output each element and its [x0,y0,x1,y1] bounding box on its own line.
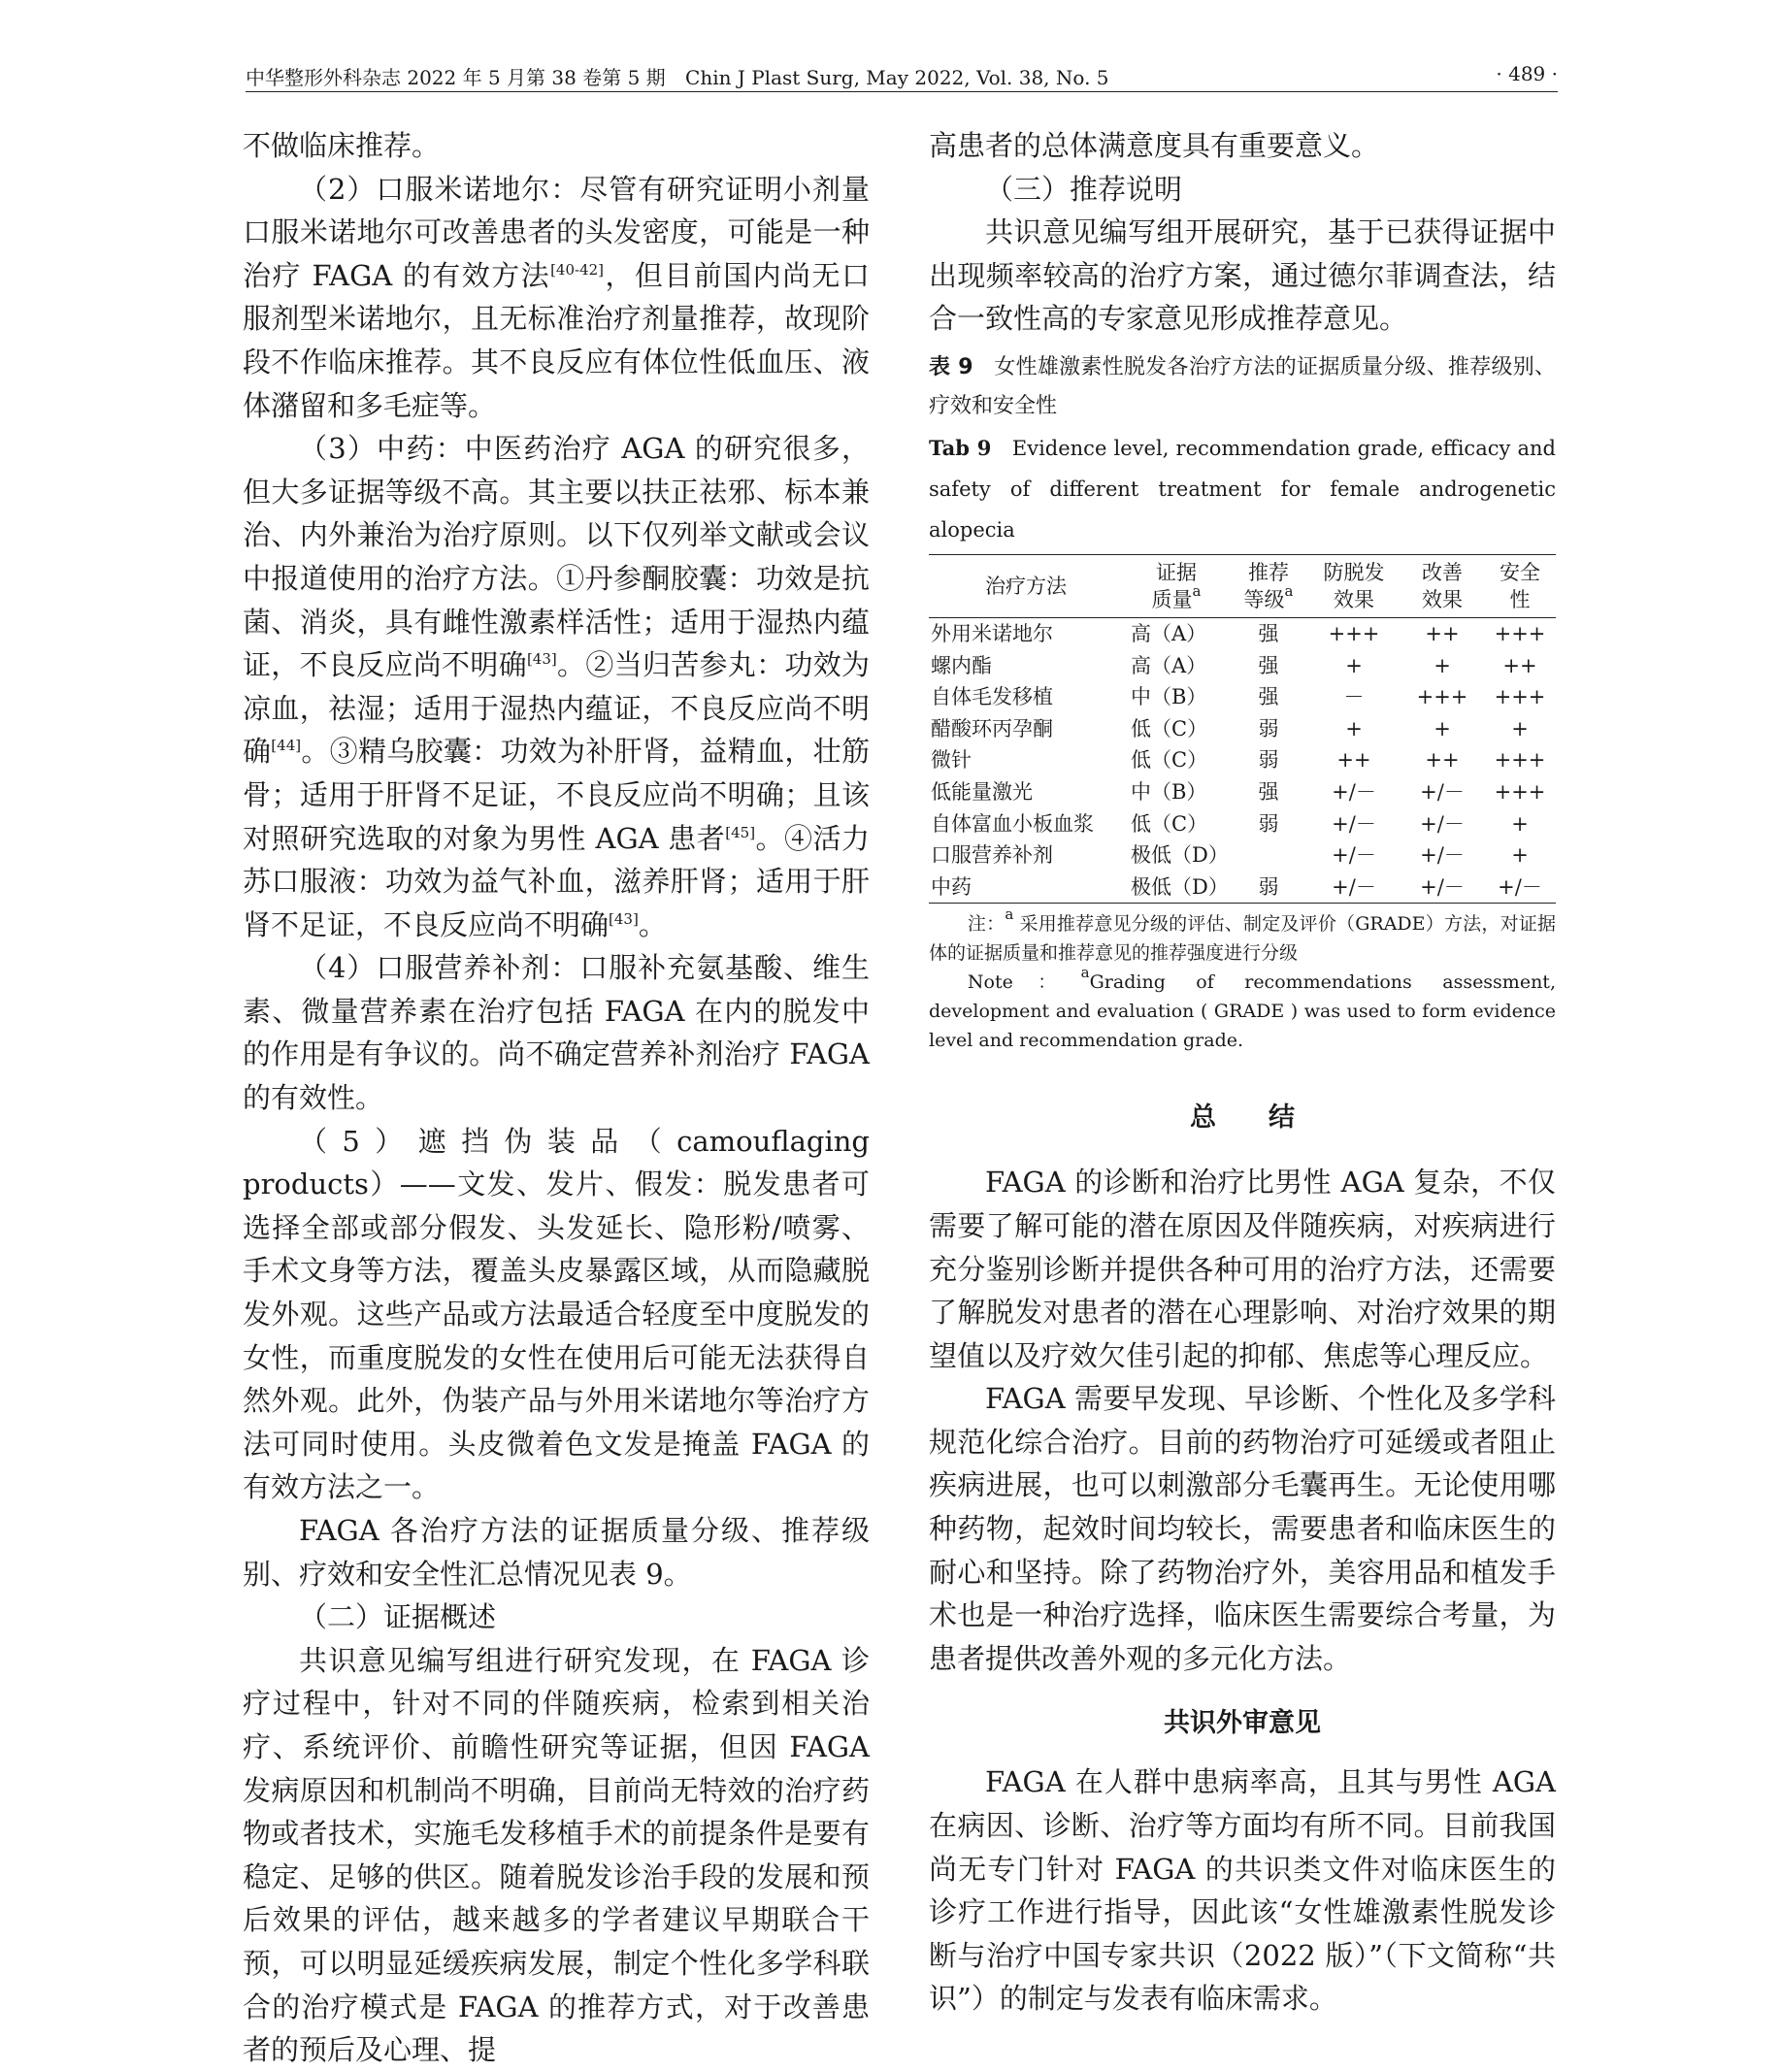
page-number: · 489 · [1496,62,1558,85]
header-method: 治疗方法 [985,574,1067,598]
cell-rec: 弱 [1258,874,1279,899]
cell-safety: +++ [1494,685,1546,709]
cell-anti: +/－ [1332,779,1376,804]
header-improvement: 改善 效果 [1422,560,1463,611]
cell-rec [1230,839,1307,872]
cell-quality: 高（A） [1131,653,1207,677]
cell-quality: 低（C） [1131,748,1208,773]
cell-quality: 中（B） [1131,685,1207,709]
paragraph-summary-2: FAGA 需要早发现、早诊断、个性化及多学科规范化综合治疗。目前的药物治疗可延缓或者阻止疾病进展，也可以刺激部分毛囊再生。无论使用哪种药物，起效时间均较长，需要患者和临床医生的耐心和坚持。除了药物治疗外，美容用品和植发手术也是一种治疗选择，临床医生需要综合考量，为患者提供改善外观的多元化方法。 [929,1382,1556,1675]
cell-rec: 弱 [1258,811,1279,836]
paragraph-recommendation: 共识意见编写组开展研究，基于已获得证据中出现频率较高的治疗方案，通过德尔菲调查法，结合一致性高的专家意见形成推荐意见。 [929,215,1556,336]
cell-anti: ++ [1336,748,1371,773]
cell-anti: +++ [1328,621,1380,645]
header-anti-loss: 防脱发 效果 [1323,560,1385,611]
table-row [929,650,1556,682]
table-note-en: Note：$^a$Grading of recommendations assessment, development and evaluation ( GRADE ) was used to form evidence level and recommendation grade. [929,964,1556,1052]
table-row [929,808,1556,840]
cell-quality: 高（A） [1131,621,1207,645]
cell-method: 自体富血小板血浆 [931,811,1094,836]
cell-quality: 极低（D） [1131,843,1229,868]
cell-quality: 极低（D） [1131,874,1229,899]
cell-safety: ++ [1502,653,1537,677]
cell-rec: 强 [1258,779,1279,804]
cell-improve: +/－ [1420,811,1465,836]
cell-method: 中药 [931,874,972,899]
citation: [45] [725,823,756,841]
cell-safety: + [1511,716,1529,740]
cell-improve: + [1434,716,1451,740]
table-row [929,776,1556,808]
cell-safety: +++ [1494,621,1546,645]
table-title-en: Tab 9 Evidence level, recommendation grade, efficacy and safety of different treatment for female androgenetic alopecia [929,435,1557,542]
cell-anti: + [1345,653,1363,677]
journal-name-en: Chin J Plast Surg, May 2022, Vol. 38, No. 5 [685,66,1109,89]
cell-improve: ++ [1425,621,1460,645]
cell-rec: 弱 [1258,716,1279,740]
cell-improve: +/－ [1420,874,1465,899]
cell-method: 螺内酯 [931,653,992,677]
table-note [929,905,1556,1055]
paragraph-nutrition: （4）口服营养补剂：口服补充氨基酸、维生素、微量营养素在治疗包括 FAGA 在内的脱发中的作用是有争议的。尚不确定营养补剂治疗 FAGA 的有效性。 [243,951,870,1115]
cell-safety: + [1511,811,1529,836]
paragraph-oral-minoxidil: （2）口服米诺地尔：尽管有研究证明小剂量口服米诺地尔可改善患者的头发密度，可能是一种治疗 FAGA 的有效方法[40-42]，但目前国内尚无口服剂型米诺地尔，且无标准治疗剂量推荐，故现阶段不作临床推荐。其不良反应有体位性低血压、液体潴留和多毛症等。 [243,172,870,422]
subheading-evidence: （二）证据概述 [299,1600,497,1634]
paragraph-external-review: FAGA 在人群中患病率高，且其与男性 AGA 在病因、诊断、治疗等方面均有所不同。目前我国尚无专门针对 FAGA 的共识类文件对临床医生的诊疗工作进行指导，因此该“女性雄激素性脱发诊断与治疗中国专家共识（2022 版）”（下文简称“共识”）的制定与发表有临床需求。 [929,1765,1556,2016]
table-row [929,839,1556,872]
paragraph-camouflage: （5）遮挡伪装品（camouflaging products）——文发、发片、假发：脱发患者可选择全部或部分假发、头发延长、隐形粉/喷雾、手术文身等方法，覆盖头皮暴露区域，从而隐藏脱发外观。这些产品或方法最适合轻度至中度脱发的女性，而重度脱发的女性在使用后可能无法获得自然外观。此外，伪装产品与外用米诺地尔等治疗方法可同时使用。头皮微着色文发是掩盖 FAGA 的有效方法之一。 [243,1124,870,1504]
table-body [929,617,1556,903]
cell-rec: 强 [1258,653,1279,677]
journal-name-cn: 中华整形外科杂志 2022 年 5 月第 38 卷第 5 期 [246,66,666,89]
header-safety: 安全 性 [1500,560,1540,611]
cell-method: 低能量激光 [931,779,1033,804]
cell-improve: +++ [1416,685,1468,709]
cell-improve: ++ [1425,748,1460,773]
cell-anti: － [1343,685,1365,709]
cell-anti: +/－ [1332,843,1376,868]
table-row [929,744,1556,776]
running-header [246,62,1558,92]
cell-anti: +/－ [1332,811,1376,836]
cell-anti: + [1345,716,1363,740]
cell-quality: 低（C） [1131,811,1208,836]
cell-method: 口服营养补剂 [931,843,1053,868]
subheading-recommendation: （三）推荐说明 [985,172,1183,206]
section-title-summary: 总 结 [1190,1102,1295,1134]
paragraph-evidence: 共识意见编写组进行研究发现，在 FAGA 诊疗过程中，针对不同的伴随疾病，检索到相关治疗、系统评价、前瞻性研究等证据，但因 FAGA 发病原因和机制尚不明确，目前尚无特效的治疗药物或者技术，实施毛发移植手术的前提条件是要有稳定、足够的供区。随着脱发诊治手段的发展和预后效果的评估，越来越多的学者建议早期联合干预，可以明显延缓疾病发展，制定个性化多学科联合的治疗模式是 FAGA 的推荐方式，对于改善患者的预后及心理、提 [243,1643,870,2067]
journal-citation [246,62,1123,91]
table-row [929,617,1556,649]
table-header-row [929,554,1556,617]
cell-method: 外用米诺地尔 [931,621,1053,645]
table-row [929,713,1556,745]
table-note-cn: 注：$^a$ 采用推荐意见分级的评估、制定及评价（GRADE）方法，对证据体的证据质量和推荐意见的推荐强度进行分级 [929,905,1556,965]
cell-quality: 中（B） [1131,779,1207,804]
citation: [40-42] [550,260,605,279]
cell-rec: 强 [1258,621,1279,645]
table-title-cn: 表 9 女性雄激素性脱发各治疗方法的证据质量分级、推荐级别、疗效和安全性 [929,354,1557,418]
right-column [929,124,1556,2021]
cell-anti: +/－ [1332,874,1376,899]
header-recommendation: 推荐 等级$^a$ [1243,560,1294,611]
paragraph-summary-1: FAGA 的诊断和治疗比男性 AGA 复杂，不仅需要了解可能的潜在原因及伴随疾病，对疾病进行充分鉴别诊断并提供各种可用的治疗方法，还需要了解脱发对患者的潜在心理影响、对治疗效果的期望值以及疗效欠佳引起的抑郁、焦虑等心理反应。 [929,1166,1556,1372]
cell-method: 微针 [931,748,972,773]
cell-improve: +/－ [1420,779,1465,804]
cell-improve: + [1434,653,1451,677]
table-row [929,872,1556,904]
header-quality: 证据 质量$^a$ [1151,560,1202,611]
paragraph: 不做临床推荐。 [243,129,441,162]
citation: [43] [609,909,639,928]
paragraph-table-ref: FAGA 各治疗方法的证据质量分级、推荐级别、疗效和安全性汇总情况见表 9。 [243,1514,870,1591]
cell-rec: 强 [1258,685,1279,709]
cell-method: 自体毛发移植 [931,685,1053,709]
cell-method: 醋酸环丙孕酮 [931,716,1053,740]
cell-quality: 低（C） [1131,716,1208,740]
cell-safety: +++ [1494,779,1546,804]
cell-improve: +/－ [1420,843,1465,868]
cell-safety: +/－ [1498,874,1542,899]
cell-rec: 弱 [1258,748,1279,773]
cell-safety: + [1511,843,1529,868]
citation: [44] [271,737,302,755]
cell-safety: +++ [1494,748,1546,773]
paragraph-tcm: （3）中药：中医药治疗 AGA 的研究很多，但大多证据等级不高。其主要以扶正祛邪、标本兼治、内外兼治为治疗原则。以下仅列举文献或会议中报道使用的治疗方法。①丹参酮胶囊：功效是抗菌、消炎，具有雌性激素样活性；适用于湿热内蕴证，不良反应尚不明确[43]。②当归苦参丸：功效为凉血，祛湿；适用于湿热内蕴证，不良反应尚不明确[44]。③精乌胶囊：功效为补肝肾，益精血，壮筋骨；适用于肝肾不足证，不良反应尚不明确；且该对照研究选取的对象为男性 AGA 患者[45]。④活力苏口服液：功效为益气补血，滋养肝肾；适用于肝肾不足证，不良反应尚不明确[43]。 [243,432,870,941]
section-title-external-review: 共识外审意见 [1164,1708,1321,1739]
citation: [43] [526,650,557,669]
paragraph: 高患者的总体满意度具有重要意义。 [929,129,1380,162]
left-column [243,124,870,2072]
table-row [929,681,1556,713]
evidence-table [929,554,1556,904]
